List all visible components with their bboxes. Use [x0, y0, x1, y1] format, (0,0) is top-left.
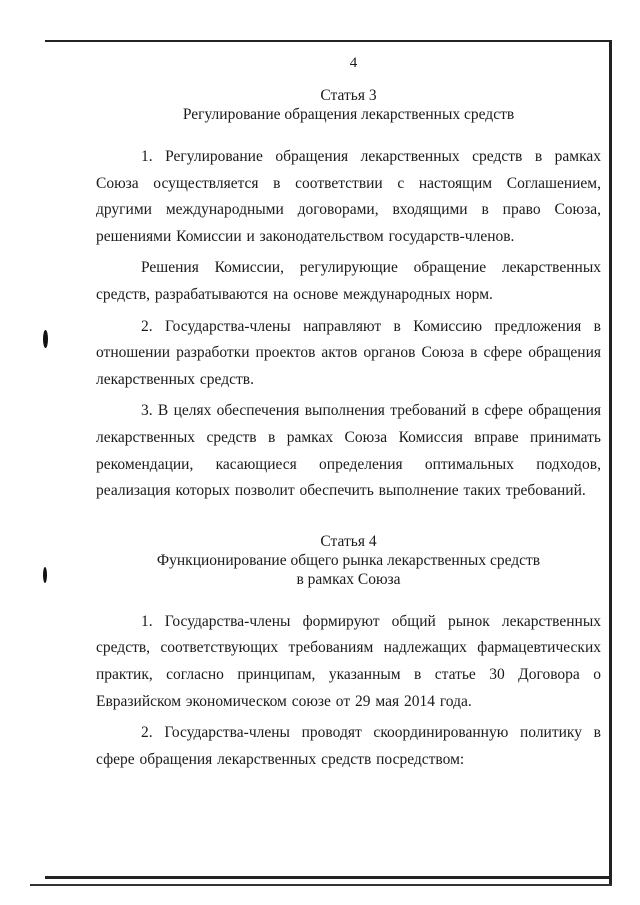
binder-hole-mark-upper: [43, 330, 48, 348]
article-4-paragraph-2: 2. Государства-члены проводят скоординированную политику в сфере обращения лекарственных средств посредством:: [96, 724, 601, 768]
scan-border-top: [45, 40, 611, 42]
article-4-title-line-2: в рамках Союза: [296, 570, 401, 588]
scan-border-right: [609, 40, 612, 885]
article-4-title-line-1: Функционирование общего рынка лекарственных средств: [156, 551, 541, 569]
article-3-paragraph-3: 2. Государства-члены направляют в Комиссию предложения в отношении разработки проектов актов органов Союза в сфере обращения лекарственных средств.: [96, 317, 601, 388]
section-spacer: [96, 510, 601, 532]
binder-hole-mark-lower: [43, 567, 47, 583]
article-3-paragraph-1: 1. Регулирование обращения лекарственных средств в рамках Союза осуществляется в соответствии с настоящим Соглашением, другими международными договорами, входящими в право Союза, решениями Комиссии и законодательством государств-членов.: [96, 148, 601, 245]
document-page: [96, 55, 601, 778]
scan-border-bottom-edge: [30, 884, 612, 886]
article-3-paragraph-4: 3. В целях обеспечения выполнения требований в сфере обращения лекарственных средств в рамках Союза Комиссия вправе принимать рекомендации, касающиеся определения оптимальных подходов, реализация которых позволит обеспечить выполнение таких требований.: [96, 402, 601, 500]
scan-border-bottom: [45, 876, 612, 879]
article-3-title: Регулирование обращения лекарственных средств: [182, 106, 515, 123]
article-4: [96, 532, 601, 774]
page-number: 4: [349, 55, 358, 71]
article-3-paragraph-2: Решения Комиссии, регулирующие обращение лекарственных средств, разрабатываются на основе международных норм.: [96, 259, 601, 303]
article-3-number: Статья 3: [320, 87, 377, 104]
article-3: [96, 86, 601, 505]
article-4-number: Статья 4: [320, 532, 377, 550]
article-4-paragraph-1: 1. Государства-члены формируют общий рынок лекарственных средств, соответствующих требованиям надлежащих фармацевтических практик, согласно принципам, указанным в статье 30 Договора о Евразийском экономическом союзе от 29 мая 2014 года.: [96, 612, 601, 710]
